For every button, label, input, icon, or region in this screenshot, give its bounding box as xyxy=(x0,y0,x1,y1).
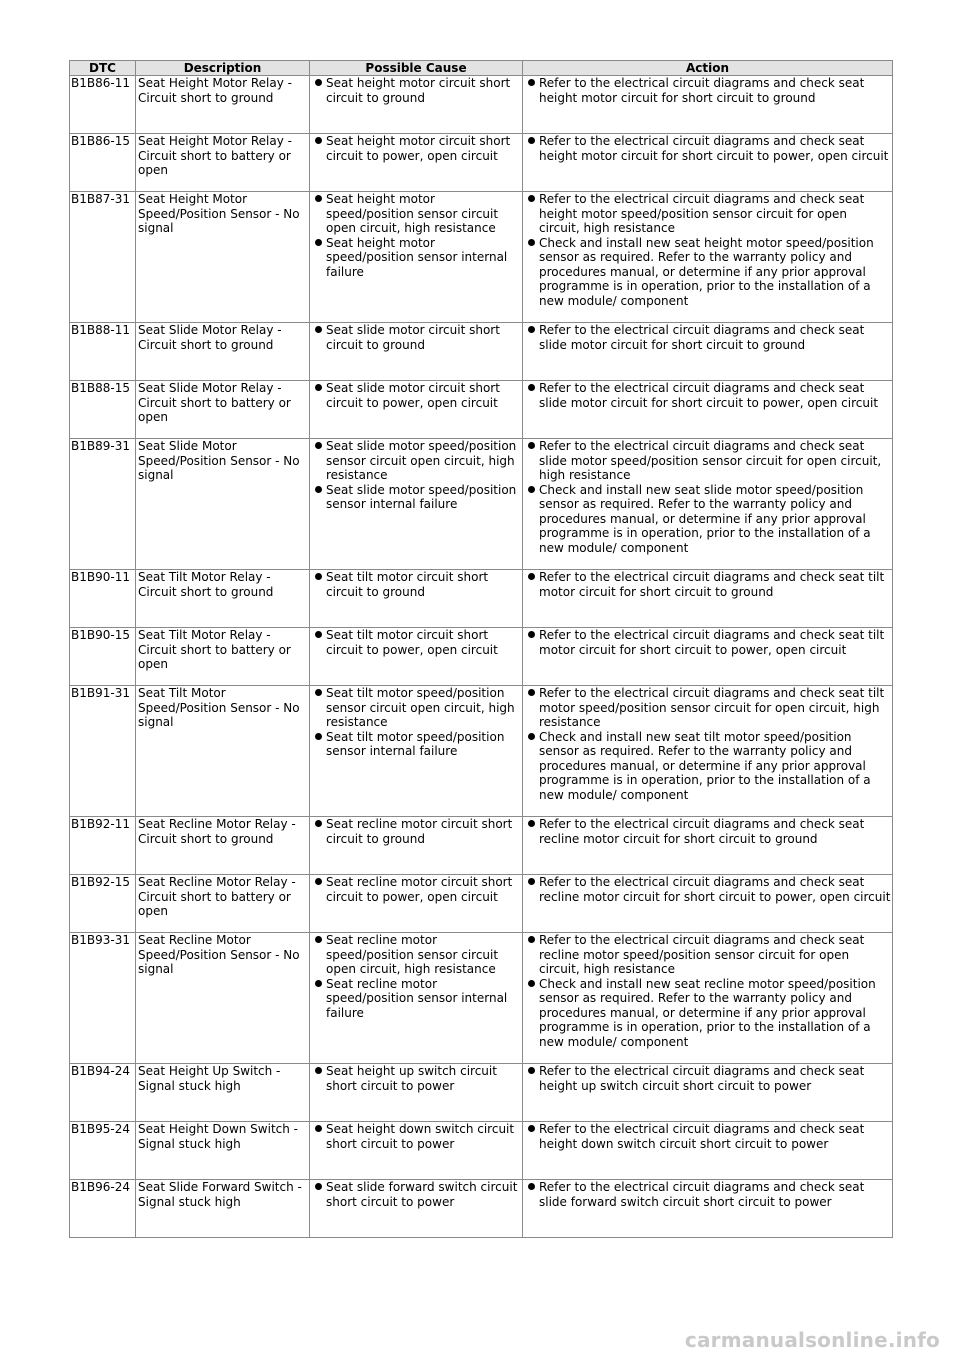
possible-cause-item: Seat tilt motor circuit short circuit to power, open circuit xyxy=(312,628,521,657)
action-list xyxy=(525,1180,891,1209)
action-item: Refer to the electrical circuit diagrams and check seat height motor circuit for short circuit to ground xyxy=(525,76,891,105)
dtc-code: B1B88-15 xyxy=(70,381,136,439)
dtc-description: Seat Tilt Motor Relay - Circuit short to battery or open xyxy=(136,628,310,686)
table-row xyxy=(70,1180,893,1238)
possible-cause-cell xyxy=(310,381,523,439)
possible-cause-item: Seat slide forward switch circuit short circuit to power xyxy=(312,1180,521,1209)
dtc-code: B1B91-31 xyxy=(70,686,136,817)
action-list xyxy=(525,192,891,308)
action-cell xyxy=(523,323,893,381)
possible-cause-list xyxy=(312,1122,521,1151)
possible-cause-list xyxy=(312,192,521,279)
action-cell xyxy=(523,192,893,323)
possible-cause-cell xyxy=(310,1180,523,1238)
header-dtc: DTC xyxy=(70,61,136,76)
action-item: Check and install new seat slide motor speed/position sensor as required. Refer to the warranty policy and procedures manual, or determine if any prior approval programme is in operation, prior to the installation of a new module/ component xyxy=(525,483,891,556)
action-item: Refer to the electrical circuit diagrams and check seat recline motor speed/position sensor circuit for open circuit, high resistance xyxy=(525,933,891,977)
dtc-description: Seat Recline Motor Relay - Circuit short to battery or open xyxy=(136,875,310,933)
possible-cause-list xyxy=(312,628,521,657)
action-cell xyxy=(523,628,893,686)
possible-cause-list xyxy=(312,1064,521,1093)
header-description: Description xyxy=(136,61,310,76)
action-cell xyxy=(523,76,893,134)
dtc-code: B1B86-11 xyxy=(70,76,136,134)
table-row xyxy=(70,1122,893,1180)
possible-cause-item: Seat slide motor circuit short circuit to power, open circuit xyxy=(312,381,521,410)
dtc-code: B1B86-15 xyxy=(70,134,136,192)
possible-cause-list xyxy=(312,817,521,846)
possible-cause-list xyxy=(312,686,521,759)
possible-cause-list xyxy=(312,875,521,904)
possible-cause-item: Seat tilt motor speed/position sensor internal failure xyxy=(312,730,521,759)
possible-cause-cell xyxy=(310,439,523,570)
possible-cause-item: Seat recline motor speed/position sensor internal failure xyxy=(312,977,521,1021)
possible-cause-item: Seat recline motor speed/position sensor circuit open circuit, high resistance xyxy=(312,933,521,977)
action-item: Check and install new seat height motor speed/position sensor as required. Refer to the warranty policy and procedures manual, or determine if any prior approval programme is in operation, prior to the installation of a new module/ component xyxy=(525,236,891,309)
possible-cause-list xyxy=(312,439,521,512)
dtc-code: B1B94-24 xyxy=(70,1064,136,1122)
possible-cause-list xyxy=(312,570,521,599)
action-item: Refer to the electrical circuit diagrams and check seat height down switch circuit short circuit to power xyxy=(525,1122,891,1151)
action-item: Refer to the electrical circuit diagrams and check seat tilt motor circuit for short circuit to power, open circuit xyxy=(525,628,891,657)
action-item: Refer to the electrical circuit diagrams and check seat recline motor circuit for short circuit to power, open circuit xyxy=(525,875,891,904)
possible-cause-cell xyxy=(310,817,523,875)
action-cell xyxy=(523,439,893,570)
possible-cause-list xyxy=(312,933,521,1020)
possible-cause-item: Seat recline motor circuit short circuit to power, open circuit xyxy=(312,875,521,904)
possible-cause-cell xyxy=(310,192,523,323)
action-cell xyxy=(523,875,893,933)
action-list xyxy=(525,323,891,352)
possible-cause-list xyxy=(312,323,521,352)
header-action: Action xyxy=(523,61,893,76)
action-cell xyxy=(523,1122,893,1180)
action-item: Refer to the electrical circuit diagrams and check seat tilt motor circuit for short circuit to ground xyxy=(525,570,891,599)
dtc-code: B1B95-24 xyxy=(70,1122,136,1180)
possible-cause-item: Seat tilt motor speed/position sensor circuit open circuit, high resistance xyxy=(312,686,521,730)
table-row xyxy=(70,686,893,817)
action-list xyxy=(525,1064,891,1093)
dtc-code: B1B87-31 xyxy=(70,192,136,323)
action-cell xyxy=(523,134,893,192)
dtc-code: B1B90-11 xyxy=(70,570,136,628)
table-row xyxy=(70,817,893,875)
possible-cause-item: Seat slide motor circuit short circuit to ground xyxy=(312,323,521,352)
possible-cause-item: Seat height motor speed/position sensor internal failure xyxy=(312,236,521,280)
possible-cause-cell xyxy=(310,933,523,1064)
possible-cause-item: Seat height motor speed/position sensor circuit open circuit, high resistance xyxy=(312,192,521,236)
action-list xyxy=(525,933,891,1049)
dtc-description: Seat Recline Motor Speed/Position Sensor - No signal xyxy=(136,933,310,1064)
action-list xyxy=(525,76,891,105)
possible-cause-cell xyxy=(310,686,523,817)
dtc-description: Seat Height Motor Relay - Circuit short to battery or open xyxy=(136,134,310,192)
dtc-code: B1B88-11 xyxy=(70,323,136,381)
possible-cause-list xyxy=(312,381,521,410)
possible-cause-list xyxy=(312,134,521,163)
dtc-description: Seat Slide Motor Relay - Circuit short to battery or open xyxy=(136,381,310,439)
header-possible-cause: Possible Cause xyxy=(310,61,523,76)
possible-cause-cell xyxy=(310,1122,523,1180)
dtc-code: B1B92-11 xyxy=(70,817,136,875)
action-item: Refer to the electrical circuit diagrams and check seat recline motor circuit for short circuit to ground xyxy=(525,817,891,846)
action-cell xyxy=(523,817,893,875)
table-row xyxy=(70,323,893,381)
table-row xyxy=(70,1064,893,1122)
dtc-table xyxy=(69,60,893,1238)
table-row xyxy=(70,134,893,192)
possible-cause-cell xyxy=(310,628,523,686)
action-list xyxy=(525,817,891,846)
action-item: Refer to the electrical circuit diagrams and check seat slide motor circuit for short circuit to power, open circuit xyxy=(525,381,891,410)
dtc-description: Seat Slide Motor Relay - Circuit short to ground xyxy=(136,323,310,381)
dtc-description: Seat Height Motor Relay - Circuit short to ground xyxy=(136,76,310,134)
action-list xyxy=(525,381,891,410)
dtc-description: Seat Tilt Motor Relay - Circuit short to ground xyxy=(136,570,310,628)
action-item: Check and install new seat tilt motor speed/position sensor as required. Refer to the warranty policy and procedures manual, or determine if any prior approval programme is in operation, prior to the installation of a new module/ component xyxy=(525,730,891,803)
dtc-description: Seat Recline Motor Relay - Circuit short to ground xyxy=(136,817,310,875)
table-body xyxy=(70,76,893,1238)
possible-cause-item: Seat height up switch circuit short circuit to power xyxy=(312,1064,521,1093)
action-item: Refer to the electrical circuit diagrams and check seat tilt motor speed/position sensor circuit for open circuit, high resistance xyxy=(525,686,891,730)
table-header-row xyxy=(70,61,893,76)
possible-cause-item: Seat slide motor speed/position sensor circuit open circuit, high resistance xyxy=(312,439,521,483)
action-list xyxy=(525,628,891,657)
possible-cause-cell xyxy=(310,76,523,134)
action-list xyxy=(525,875,891,904)
action-list xyxy=(525,570,891,599)
action-cell xyxy=(523,686,893,817)
table-row xyxy=(70,192,893,323)
table-row xyxy=(70,875,893,933)
action-list xyxy=(525,134,891,163)
dtc-code: B1B90-15 xyxy=(70,628,136,686)
action-cell xyxy=(523,1064,893,1122)
table-row xyxy=(70,570,893,628)
possible-cause-item: Seat height motor circuit short circuit to power, open circuit xyxy=(312,134,521,163)
action-list xyxy=(525,439,891,555)
dtc-description: Seat Slide Motor Speed/Position Sensor - No signal xyxy=(136,439,310,570)
possible-cause-cell xyxy=(310,570,523,628)
action-item: Refer to the electrical circuit diagrams and check seat slide motor speed/position sensor circuit for open circuit, high resistance xyxy=(525,439,891,483)
dtc-description: Seat Slide Forward Switch - Signal stuck high xyxy=(136,1180,310,1238)
dtc-description: Seat Tilt Motor Speed/Position Sensor - No signal xyxy=(136,686,310,817)
action-item: Refer to the electrical circuit diagrams and check seat slide forward switch circuit short circuit to power xyxy=(525,1180,891,1209)
dtc-description: Seat Height Motor Speed/Position Sensor - No signal xyxy=(136,192,310,323)
action-item: Refer to the electrical circuit diagrams and check seat height up switch circuit short circuit to power xyxy=(525,1064,891,1093)
possible-cause-item: Seat height down switch circuit short circuit to power xyxy=(312,1122,521,1151)
possible-cause-item: Seat tilt motor circuit short circuit to ground xyxy=(312,570,521,599)
dtc-description: Seat Height Down Switch - Signal stuck high xyxy=(136,1122,310,1180)
table-row xyxy=(70,628,893,686)
table-row xyxy=(70,439,893,570)
dtc-code: B1B93-31 xyxy=(70,933,136,1064)
action-item: Check and install new seat recline motor speed/position sensor as required. Refer to the warranty policy and procedures manual, or determine if any prior approval programme is in operation, prior to the installation of a new module/ component xyxy=(525,977,891,1050)
dtc-code: B1B89-31 xyxy=(70,439,136,570)
action-list xyxy=(525,686,891,802)
action-cell xyxy=(523,381,893,439)
possible-cause-item: Seat height motor circuit short circuit to ground xyxy=(312,76,521,105)
possible-cause-cell xyxy=(310,875,523,933)
table-row xyxy=(70,933,893,1064)
action-item: Refer to the electrical circuit diagrams and check seat height motor circuit for short circuit to power, open circuit xyxy=(525,134,891,163)
action-cell xyxy=(523,933,893,1064)
action-item: Refer to the electrical circuit diagrams and check seat slide motor circuit for short circuit to ground xyxy=(525,323,891,352)
possible-cause-item: Seat recline motor circuit short circuit to ground xyxy=(312,817,521,846)
possible-cause-cell xyxy=(310,323,523,381)
possible-cause-cell xyxy=(310,1064,523,1122)
action-cell xyxy=(523,1180,893,1238)
action-cell xyxy=(523,570,893,628)
possible-cause-list xyxy=(312,1180,521,1209)
dtc-code: B1B96-24 xyxy=(70,1180,136,1238)
table-row xyxy=(70,381,893,439)
dtc-description: Seat Height Up Switch - Signal stuck high xyxy=(136,1064,310,1122)
action-item: Refer to the electrical circuit diagrams and check seat height motor speed/position sensor circuit for open circuit, high resistance xyxy=(525,192,891,236)
possible-cause-item: Seat slide motor speed/position sensor internal failure xyxy=(312,483,521,512)
action-list xyxy=(525,1122,891,1151)
site-watermark: carmanualsonline.info xyxy=(684,1328,940,1352)
possible-cause-cell xyxy=(310,134,523,192)
dtc-code: B1B92-15 xyxy=(70,875,136,933)
table-row xyxy=(70,76,893,134)
possible-cause-list xyxy=(312,76,521,105)
